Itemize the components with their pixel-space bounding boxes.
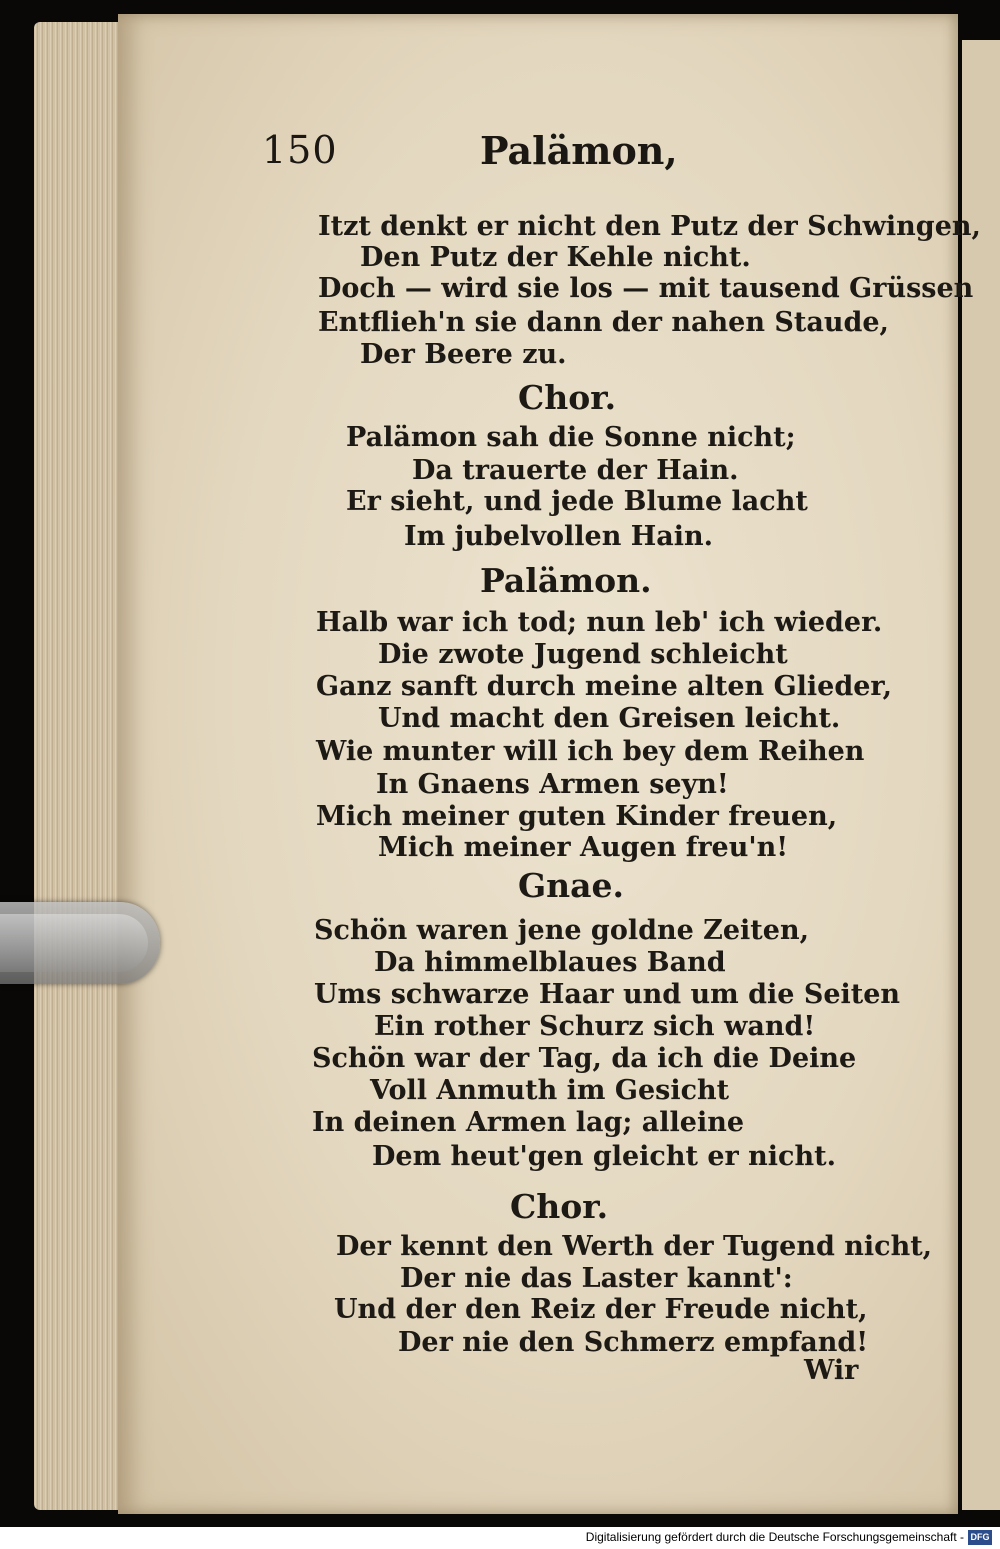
- speaker-heading-chor: Chor.: [510, 1187, 609, 1226]
- verse-line: Schön waren jene goldne Zeiten,: [314, 915, 809, 946]
- verse-line: Mich meiner guten Kinder freuen,: [316, 801, 838, 832]
- page-holder-clip-highlight: [0, 914, 148, 972]
- verse-line: Wie munter will ich bey dem Reihen: [316, 736, 865, 767]
- funding-credit: Digitalisierung gefördert durch die Deutsche Forschungsgemeinschaft -: [585, 1530, 964, 1544]
- speaker-heading-chor: Chor.: [518, 378, 617, 417]
- catchword: Wir: [804, 1355, 859, 1386]
- verse-line: Itzt denkt er nicht den Putz der Schwingen,: [318, 211, 981, 242]
- verse-line: Der nie den Schmerz empfand!: [398, 1327, 869, 1358]
- dfg-logo: DFG: [968, 1530, 992, 1545]
- page-header: [0, 128, 1000, 178]
- verse-line: Und der den Reiz der Freude nicht,: [334, 1294, 868, 1325]
- verse-line: Ein rother Schurz sich wand!: [374, 1011, 816, 1042]
- verse-line: Dem heut'gen gleicht er nicht.: [372, 1141, 836, 1172]
- verse-line: Im jubelvollen Hain.: [404, 521, 714, 552]
- verse-line: Entflieh'n sie dann der nahen Staude,: [318, 307, 889, 338]
- verse-line: Der nie das Laster kannt':: [400, 1263, 793, 1294]
- verse-line: Ums schwarze Haar und um die Seiten: [314, 979, 901, 1010]
- speaker-heading-palaemon: Palämon.: [480, 561, 652, 600]
- speaker-heading-gnae: Gnae.: [518, 866, 625, 905]
- verse-line: Da himmelblaues Band: [374, 947, 726, 978]
- verse-line: Halb war ich tod; nun leb' ich wieder.: [316, 607, 883, 638]
- verse-line: Da trauerte der Hain.: [412, 455, 739, 486]
- verse-line: In deinen Armen lag; alleine: [312, 1107, 745, 1138]
- facing-page-strip: [962, 40, 1000, 1510]
- verse-line: Die zwote Jugend schleicht: [378, 639, 788, 670]
- verse-line: Palämon sah die Sonne nicht;: [346, 422, 796, 453]
- verse-line: Und macht den Greisen leicht.: [378, 703, 841, 734]
- running-head: Palämon,: [480, 128, 678, 173]
- verse-line: Voll Anmuth im Gesicht: [370, 1075, 730, 1106]
- verse-line: Er sieht, und jede Blume lacht: [346, 486, 808, 517]
- footer-bar: [0, 1527, 1000, 1549]
- verse-line: Ganz sanft durch meine alten Glieder,: [316, 671, 893, 702]
- verse-line: Mich meiner Augen freu'n!: [378, 832, 789, 863]
- verse-line: Der kennt den Werth der Tugend nicht,: [336, 1231, 933, 1262]
- verse-line: In Gnaens Armen seyn!: [376, 769, 729, 800]
- page-number: 150: [262, 128, 338, 172]
- verse-line: Schön war der Tag, da ich die Deine: [312, 1043, 857, 1074]
- verse-line: Den Putz der Kehle nicht.: [360, 242, 751, 273]
- verse-line: Der Beere zu.: [360, 339, 567, 370]
- verse-line: Doch — wird sie los — mit tausend Grüssen: [318, 273, 974, 304]
